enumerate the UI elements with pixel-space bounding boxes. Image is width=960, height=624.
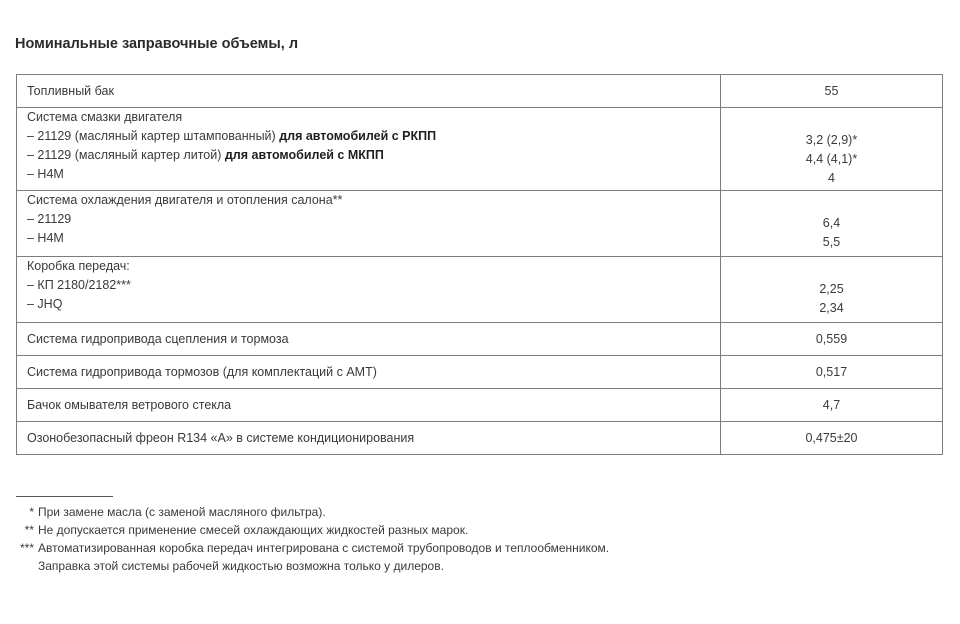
table-row-clutch — [17, 323, 943, 356]
footnote-text: Заправка этой системы рабочей жидкостью возможна только у дилеров. — [38, 559, 444, 573]
row-value: 6,4 — [822, 216, 841, 230]
table-row-cooling — [17, 191, 943, 257]
footnote-text: Автоматизированная коробка передач интегрирована с системой трубопроводов и теплообменником. — [38, 541, 610, 555]
row-value: 0,559 — [815, 332, 848, 346]
row-sub-label: – 21129 — [27, 212, 72, 226]
row-value: 55 — [824, 84, 839, 98]
row-value: 0,475±20 — [805, 431, 858, 445]
row-sub-label: – 21129 (масляный картер штампованный) для автомобилей с РКПП — [27, 129, 437, 143]
row-value: 4,4 (4,1)* — [805, 152, 858, 166]
footnote-text: Не допускается применение смесей охлаждающих жидкостей разных марок. — [38, 523, 469, 537]
footnote-mark: * — [29, 505, 34, 519]
row-label: Озонобезопасный фреон R134 «А» в системе кондиционирования — [27, 431, 415, 445]
page-title: Номинальные заправочные объемы, л — [15, 36, 299, 52]
row-label: Бачок омывателя ветрового стекла — [27, 398, 232, 412]
row-label: Система гидропривода сцепления и тормоза — [27, 332, 289, 346]
footnote-mark: *** — [19, 541, 34, 555]
row-value: 5,5 — [822, 235, 841, 249]
row-label: Система смазки двигателя — [27, 110, 183, 124]
table-row-freon — [17, 422, 943, 455]
row-sub-label: – H4M — [27, 167, 64, 181]
table-row-washer — [17, 389, 943, 422]
table-row-brake — [17, 356, 943, 389]
row-label: Коробка передач: — [27, 259, 130, 273]
row-value: 2,25 — [819, 282, 844, 296]
row-sub-note: для автомобилей с МКПП — [224, 148, 384, 162]
table-row-fuel — [17, 75, 943, 108]
row-value: 4 — [828, 171, 835, 185]
row-value: 3,2 (2,9)* — [805, 133, 858, 147]
row-sub-label: – 21129 (масляный картер литой) для автомобилей с МКПП — [27, 148, 384, 162]
row-sub-label: – КП 2180/2182*** — [27, 278, 131, 292]
row-sub-label: – H4M — [27, 231, 64, 245]
footnote-text: При замене масла (с заменой масляного фильтра). — [38, 505, 326, 519]
capacity-table — [16, 74, 943, 455]
table-row-lubrication — [17, 108, 943, 191]
table-row-gearbox — [17, 257, 943, 323]
row-sub-label: – JHQ — [27, 297, 63, 311]
row-label: Топливный бак — [27, 84, 114, 98]
footnote-mark: ** — [24, 523, 34, 537]
row-label: Система охлаждения двигателя и отопления салона** — [27, 193, 343, 207]
footnote-divider — [16, 496, 113, 497]
row-value: 0,517 — [815, 365, 848, 379]
row-value: 4,7 — [822, 398, 841, 412]
row-label: Система гидропривода тормозов (для комплектаций с АМТ) — [27, 365, 377, 379]
row-value: 2,34 — [819, 301, 844, 315]
row-sub-note: для автомобилей с РКПП — [279, 129, 437, 143]
